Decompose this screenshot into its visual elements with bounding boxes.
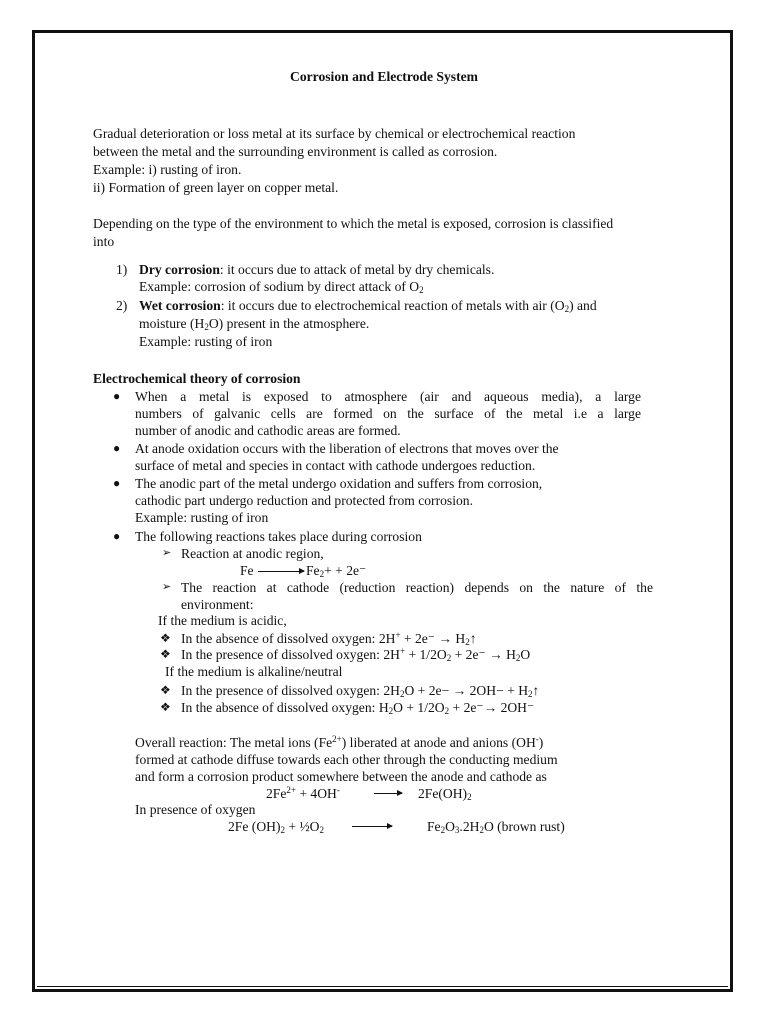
eq2-rhs-d: O (brown rust) xyxy=(483,819,565,834)
diamond-bullet-icon: ❖ xyxy=(160,700,171,714)
wet-text-b: ) and xyxy=(569,298,597,313)
superscript: - xyxy=(535,734,539,744)
intro-line-1: Gradual deterioration or loss metal at its surface by chemical or electrochemical reaction xyxy=(93,126,576,141)
wet-corrosion-line-2 xyxy=(139,315,369,332)
wet-corrosion-term: Wet corrosion xyxy=(139,298,221,313)
classify-line-2: into xyxy=(93,234,115,249)
reaction-arrow-icon xyxy=(374,793,402,794)
dry-corrosion-item xyxy=(139,261,494,278)
acid2-a: In the presence of dissolved oxygen: 2H xyxy=(181,647,400,662)
arrowhead-bullet-icon: ➢ xyxy=(162,547,172,559)
acid2-b: + 1/2O xyxy=(405,647,447,662)
reaction-arrow-icon xyxy=(352,826,392,827)
rust-equation-lhs xyxy=(228,818,324,835)
overall-c: ) xyxy=(538,735,544,750)
bullet-3-line-2: cathodic part undergo reduction and protected from corrosion. xyxy=(135,493,473,508)
dry-example-text: Example: corrosion of sodium by direct attack of O xyxy=(139,279,420,294)
bullet-icon: ● xyxy=(113,476,121,490)
superscript: 2+ xyxy=(332,734,342,744)
bullet-1-line-2: numbers of galvanic cells are formed on the surface of the metal i.e a large xyxy=(135,406,641,421)
acid2-d: O xyxy=(520,647,531,662)
acidic-label: If the medium is acidic, xyxy=(158,613,287,628)
overall-equation-lhs xyxy=(266,785,340,802)
alk2-b: O + 1/2O xyxy=(393,700,445,715)
bullet-1-line-1: When a metal is exposed to atmosphere (air and aqueous media), a large xyxy=(135,389,641,404)
subscript: 2 xyxy=(515,653,521,663)
subscript: 2 xyxy=(280,825,285,835)
alk2-c: + 2e⁻→ 2OH⁻ xyxy=(449,700,535,715)
subscript: 2 xyxy=(479,825,484,835)
classify-line-1: Depending on the type of the environment to which the metal is exposed, corrosion is classified xyxy=(93,216,614,231)
bullet-1-line-3: number of anodic and cathodic areas are formed. xyxy=(135,423,401,438)
bullet-4-line-1: The following reactions takes place during corrosion xyxy=(135,529,422,544)
rust-equation-rhs xyxy=(427,818,565,835)
alkaline-reaction-1 xyxy=(181,682,539,699)
dry-corrosion-text: : it occurs due to attack of metal by dry chemicals. xyxy=(219,262,495,277)
intro-line-3: Example: i) rusting of iron. xyxy=(93,162,242,177)
alk1-c: ↑ xyxy=(532,683,540,698)
arrowhead-bullet-icon: ➢ xyxy=(162,581,172,593)
subscript: 2 xyxy=(564,304,570,314)
bullet-icon: ● xyxy=(113,389,121,403)
page-title: Corrosion and Electrode System xyxy=(290,69,478,84)
diamond-bullet-icon: ❖ xyxy=(160,647,171,661)
bullet-2-line-2: surface of metal and species in contact with cathode undergoes reduction. xyxy=(135,458,536,473)
eq2-b: + ½O xyxy=(284,819,320,834)
oxygen-label: In presence of oxygen xyxy=(135,802,256,817)
eq1-rhs-a: 2Fe(OH) xyxy=(418,786,468,801)
subscript: 2 xyxy=(319,825,324,835)
dry-corrosion-term: Dry corrosion xyxy=(139,262,220,277)
eq1-b: + 4OH xyxy=(295,786,337,801)
eq2-rhs-b: O xyxy=(445,819,455,834)
reaction-arrow-icon xyxy=(258,571,304,572)
eq2-rhs-a: Fe xyxy=(427,819,441,834)
overall-b: ) liberated at anode and anions (OH xyxy=(341,735,536,750)
cathodic-line-1: The reaction at cathode (reduction reaction) depends on the nature of the xyxy=(181,580,653,595)
eq2-a: 2Fe (OH) xyxy=(228,819,281,834)
alkaline-reaction-2 xyxy=(181,699,534,716)
eq1-a: 2Fe xyxy=(266,786,287,801)
subscript: 3 xyxy=(454,825,460,835)
subscript: 2 xyxy=(467,792,472,802)
wet-corrosion-item xyxy=(139,297,597,314)
alk1-a: In the presence of dissolved oxygen: 2H xyxy=(181,683,400,698)
intro-line-2: between the metal and the surrounding environment is called as corrosion. xyxy=(93,144,498,159)
anodic-rhs-b: + + 2e⁻ xyxy=(324,563,367,578)
acid2-c: + 2e⁻ → H xyxy=(451,647,516,662)
subscript: 2 xyxy=(419,285,424,295)
subscript: 2 xyxy=(444,706,450,716)
overall-line-2: formed at cathode diffuse towards each other through the conducting medium xyxy=(135,752,558,767)
subscript: 2 xyxy=(528,689,533,699)
bullet-icon: ● xyxy=(113,529,121,543)
acid1-c: ↑ xyxy=(469,631,477,646)
acidic-reaction-2 xyxy=(181,646,530,663)
bullet-2-line-1: At anode oxidation occurs with the liberation of electrons that moves over the xyxy=(135,441,559,456)
overall-line-3: and form a corrosion product somewhere between the anode and cathode as xyxy=(135,769,547,784)
subscript: 2 xyxy=(446,653,452,663)
overall-a: Overall reaction: The metal ions (Fe xyxy=(135,735,333,750)
wet-line2-a: moisture (H xyxy=(139,316,205,331)
subscript: 2 xyxy=(440,825,446,835)
subscript: 2 xyxy=(399,689,405,699)
acid1-a: In the absence of dissolved oxygen: 2H xyxy=(181,631,396,646)
subscript: 2 xyxy=(388,706,394,716)
list-number-2: 2) xyxy=(116,298,128,313)
intro-line-4: ii) Formation of green layer on copper metal. xyxy=(93,180,339,195)
diamond-bullet-icon: ❖ xyxy=(160,631,171,645)
superscript: + xyxy=(399,646,406,656)
wet-text-a: : it occurs due to electrochemical reaction of metals with air (O xyxy=(220,298,565,313)
cathodic-line-2: environment: xyxy=(181,597,254,612)
subscript: 2 xyxy=(465,637,470,647)
alk2-a: In the absence of dissolved oxygen: H xyxy=(181,700,389,715)
acid1-b: + 2e⁻ → H xyxy=(400,631,466,646)
dry-corrosion-example xyxy=(139,278,424,295)
alkaline-label: If the medium is alkaline/neutral xyxy=(165,664,343,679)
bullet-icon: ● xyxy=(113,441,121,455)
anodic-rhs xyxy=(306,562,366,579)
superscript: - xyxy=(336,785,340,795)
acidic-reaction-1 xyxy=(181,630,477,647)
superscript: 2+ xyxy=(286,785,296,795)
wet-line2-b: O) present in the atmosphere. xyxy=(208,316,370,331)
bullet-3-line-1: The anodic part of the metal undergo oxidation and suffers from corrosion, xyxy=(135,476,543,491)
eq2-rhs-c: .2H xyxy=(459,819,480,834)
wet-corrosion-example: Example: rusting of iron xyxy=(139,334,273,349)
bullet-3-line-3: Example: rusting of iron xyxy=(135,510,269,525)
subscript: 2 xyxy=(204,322,209,332)
anodic-lhs: Fe xyxy=(240,563,254,578)
superscript: + xyxy=(395,630,401,640)
anodic-label: Reaction at anodic region, xyxy=(181,546,324,561)
anodic-rhs-a: Fe xyxy=(306,563,320,578)
alk1-b: O + 2e− → 2OH− + H xyxy=(404,683,529,698)
overall-equation-rhs xyxy=(418,785,472,802)
diamond-bullet-icon: ❖ xyxy=(160,683,171,697)
subscript: 2 xyxy=(319,569,325,579)
list-number-1: 1) xyxy=(116,262,128,277)
overall-line-1 xyxy=(135,734,543,751)
section-heading: Electrochemical theory of corrosion xyxy=(93,371,301,386)
